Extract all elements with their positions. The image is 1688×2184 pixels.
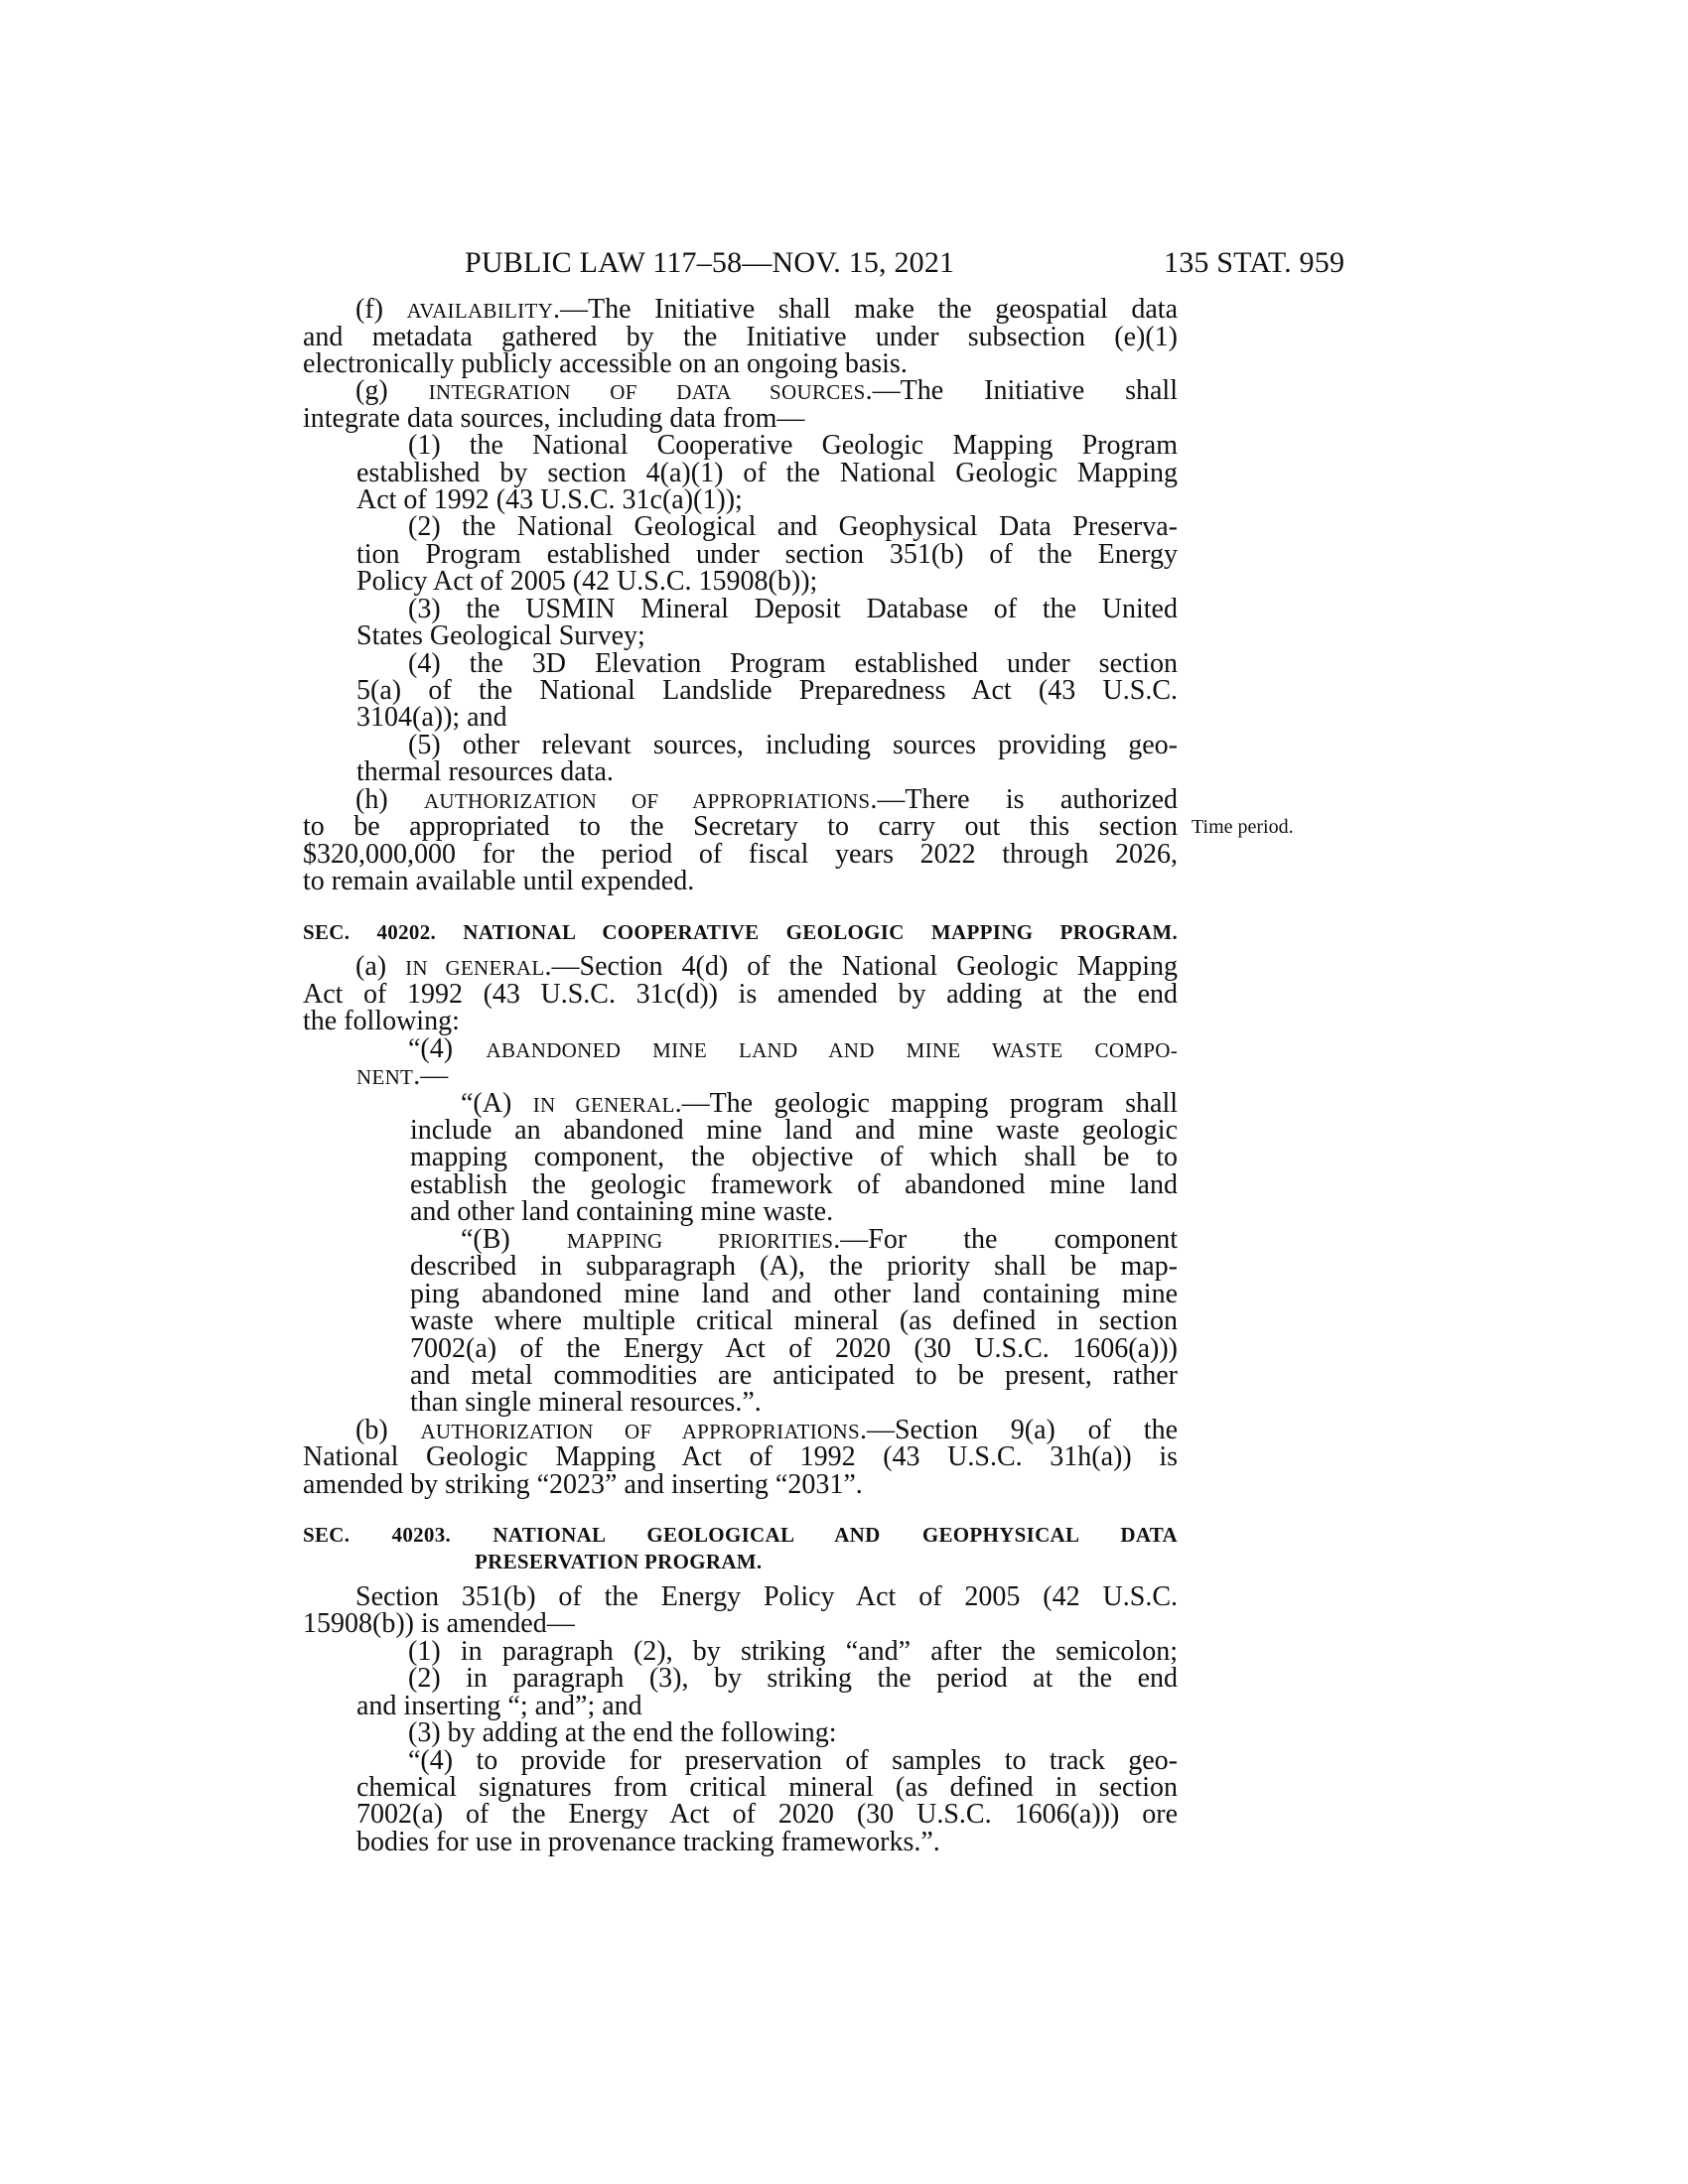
- text-segment: include an abandoned mine land and mine waste geologic: [410, 1115, 1178, 1146]
- text-segment: “(B): [461, 1224, 567, 1255]
- text-segment: (1) in paragraph (2), by striking “and” after the semicolon;: [408, 1636, 1178, 1667]
- text-segment: established by section 4(a)(1) of the National Geologic Mapping: [356, 458, 1178, 488]
- subsection-heading: AUTHORIZATION OF APPROPRIATIONS: [420, 1420, 860, 1443]
- subsection-heading: AVAILABILITY: [406, 299, 554, 323]
- text-line: [303, 1008, 1178, 1034]
- text-line: [356, 1062, 1178, 1091]
- text-line: [356, 677, 1178, 704]
- text-segment: (5) other relevant sources, including sources providing geo-: [408, 730, 1178, 760]
- text-line: [408, 732, 1178, 758]
- text-line: [410, 1144, 1178, 1170]
- text-segment: .—Section 9(a) of the: [859, 1415, 1178, 1445]
- text-segment: described in subparagraph (A), the priority shall be map-: [410, 1251, 1178, 1282]
- text-line: [410, 1171, 1178, 1198]
- text-segment: “(4): [408, 1033, 487, 1064]
- text-segment: bodies for use in provenance tracking frameworks.”.: [356, 1827, 940, 1857]
- text-line: [303, 324, 1178, 350]
- text-line: [408, 650, 1178, 677]
- text-segment: 3104(a)); and: [356, 702, 507, 733]
- text-line: [303, 981, 1178, 1008]
- text-segment: 15908(b)) is amended—: [303, 1608, 575, 1639]
- page-header-title: PUBLIC LAW 117–58—NOV. 15, 2021: [465, 246, 955, 279]
- text-segment: .—The geologic mapping program shall: [674, 1088, 1178, 1119]
- text-segment: States Geological Survey;: [356, 620, 645, 651]
- subsection-heading: ABANDONED MINE LAND AND MINE WASTE COMPO-: [486, 1038, 1178, 1062]
- text-line: [410, 1253, 1178, 1280]
- text-line: [355, 953, 1178, 982]
- text-segment: and metadata gathered by the Initiative under subsection (e)(1): [303, 322, 1178, 352]
- text-segment: (b): [355, 1415, 421, 1445]
- subsection-heading: IN GENERAL: [405, 956, 545, 980]
- text-segment: amended by striking “2023” and inserting “2031”.: [303, 1469, 863, 1500]
- text-segment: Act of 1992 (43 U.S.C. 31c(d)) is amended by adding at the end: [303, 979, 1178, 1010]
- text-line: [410, 1281, 1178, 1307]
- text-segment: 7002(a) of the Energy Act of 2020 (30 U.S.C. 1606(a))): [410, 1333, 1178, 1364]
- text-segment: (h): [355, 784, 424, 815]
- text-line: [303, 841, 1178, 868]
- text-segment: thermal resources data.: [356, 756, 614, 787]
- text-line: [303, 1610, 1178, 1637]
- margin-note: Time period.: [1192, 816, 1294, 838]
- text-segment: mapping component, the objective of which shall be to: [410, 1142, 1178, 1172]
- subsection-heading: NENT: [356, 1065, 414, 1089]
- text-line: [356, 486, 1178, 513]
- text-segment: (a): [355, 951, 406, 982]
- text-line: [410, 1335, 1178, 1362]
- text-segment: than single mineral resources.”.: [410, 1387, 762, 1418]
- section-heading: SEC. 40203. NATIONAL GEOLOGICAL AND GEOPHYSICAL DATA: [303, 1523, 1178, 1547]
- text-line: [303, 917, 1178, 946]
- text-line: [408, 1638, 1178, 1665]
- text-line: [356, 704, 1178, 731]
- text-segment: .—For the component: [833, 1224, 1178, 1255]
- text-segment: $320,000,000 for the period of fiscal years 2022 through 2026,: [303, 839, 1178, 870]
- text-line: [303, 813, 1178, 840]
- text-line: [303, 868, 1178, 894]
- text-line: [356, 1693, 1178, 1719]
- subsection-heading: INTEGRATION OF DATA SOURCES: [428, 380, 866, 404]
- text-line: [408, 1665, 1178, 1692]
- text-line: [408, 1035, 1178, 1064]
- text-line: [303, 350, 1178, 377]
- page-header-stat-number: 135 STAT. 959: [1164, 246, 1345, 279]
- text-segment: and metal commodities are anticipated to be present, rather: [410, 1360, 1178, 1391]
- text-segment: to be appropriated to the Secretary to carry out this section: [303, 811, 1178, 842]
- text-line: [356, 1774, 1178, 1801]
- text-line: [475, 1547, 1178, 1575]
- text-line: [408, 596, 1178, 622]
- text-segment: tion Program established under section 351(b) of the Energy: [356, 539, 1178, 570]
- text-line: [410, 1362, 1178, 1389]
- text-segment: (1) the National Cooperative Geologic Mapping Program: [408, 430, 1178, 461]
- subsection-heading: AUTHORIZATION OF APPROPRIATIONS: [423, 789, 871, 813]
- text-line: [356, 568, 1178, 595]
- text-segment: (2) the National Geological and Geophysical Data Preserva-: [408, 511, 1178, 542]
- text-line: [410, 1307, 1178, 1334]
- text-line: [303, 1471, 1178, 1498]
- text-line: [355, 377, 1178, 406]
- text-line: [408, 1747, 1178, 1774]
- text-segment: “(A): [461, 1088, 533, 1119]
- text-line: [408, 1719, 1178, 1746]
- text-segment: and other land containing mine waste.: [410, 1196, 834, 1227]
- text-segment: and inserting “; and”; and: [356, 1691, 642, 1721]
- text-segment: Policy Act of 2005 (42 U.S.C. 15908(b));: [356, 566, 818, 597]
- text-line: [356, 460, 1178, 486]
- text-segment: .—The Initiative shall: [865, 375, 1178, 406]
- section-heading: SEC. 40202. NATIONAL COOPERATIVE GEOLOGIC MAPPING PROGRAM.: [303, 920, 1178, 944]
- text-segment: (4) the 3D Elevation Program established under section: [408, 648, 1178, 679]
- section-heading: PRESERVATION PROGRAM.: [475, 1550, 763, 1573]
- text-segment: .—The Initiative shall make the geospatial data: [553, 294, 1178, 325]
- text-line: [303, 405, 1178, 432]
- text-segment: integrate data sources, including data from—: [303, 403, 805, 434]
- text-segment: (2) in paragraph (3), by striking the period at the end: [408, 1663, 1178, 1694]
- text-line: [355, 296, 1178, 325]
- text-segment: to remain available until expended.: [303, 866, 695, 896]
- text-segment: Act of 1992 (43 U.S.C. 31c(a)(1));: [356, 484, 743, 515]
- text-segment: .—There is authorized: [870, 784, 1179, 815]
- text-segment: 5(a) of the National Landslide Preparedness Act (43 U.S.C.: [356, 675, 1178, 706]
- text-line: [303, 1520, 1178, 1549]
- text-segment: Section 351(b) of the Energy Policy Act of 2005 (42 U.S.C.: [355, 1581, 1178, 1612]
- text-line: [408, 432, 1178, 459]
- text-segment: the following:: [303, 1006, 460, 1036]
- text-segment: (3) by adding at the end the following:: [408, 1717, 837, 1748]
- subsection-heading: MAPPING PRIORITIES: [566, 1229, 834, 1253]
- text-segment: 7002(a) of the Energy Act of 2020 (30 U.S.C. 1606(a))) ore: [356, 1799, 1178, 1830]
- text-segment: establish the geologic framework of abandoned mine land: [410, 1169, 1178, 1200]
- text-line: [410, 1117, 1178, 1144]
- text-line: [355, 1583, 1178, 1610]
- text-segment: (g): [355, 375, 429, 406]
- text-line: [356, 1801, 1178, 1828]
- text-segment: .—: [413, 1060, 449, 1091]
- text-segment: electronically publicly accessible on an ongoing basis.: [303, 348, 908, 379]
- text-line: [356, 758, 1178, 785]
- text-line: [408, 513, 1178, 540]
- text-segment: National Geologic Mapping Act of 1992 (43 U.S.C. 31h(a)) is: [303, 1441, 1178, 1472]
- text-segment: chemical signatures from critical mineral (as defined in section: [356, 1772, 1178, 1803]
- text-segment: “(4) to provide for preservation of samples to track geo-: [408, 1745, 1178, 1776]
- text-segment: (f): [355, 294, 407, 325]
- text-segment: (3) the USMIN Mineral Deposit Database of the United: [408, 594, 1178, 624]
- text-line: [410, 1198, 1178, 1225]
- text-line: [356, 541, 1178, 568]
- text-line: [356, 1829, 1178, 1855]
- text-segment: ping abandoned mine land and other land containing mine: [410, 1279, 1178, 1309]
- text-segment: waste where multiple critical mineral (as defined in section: [410, 1305, 1178, 1336]
- subsection-heading: IN GENERAL: [532, 1093, 675, 1117]
- text-line: [303, 1443, 1178, 1470]
- text-line: [356, 622, 1178, 649]
- text-line: [410, 1389, 1178, 1416]
- text-segment: .—Section 4(d) of the National Geologic Mapping: [544, 951, 1178, 982]
